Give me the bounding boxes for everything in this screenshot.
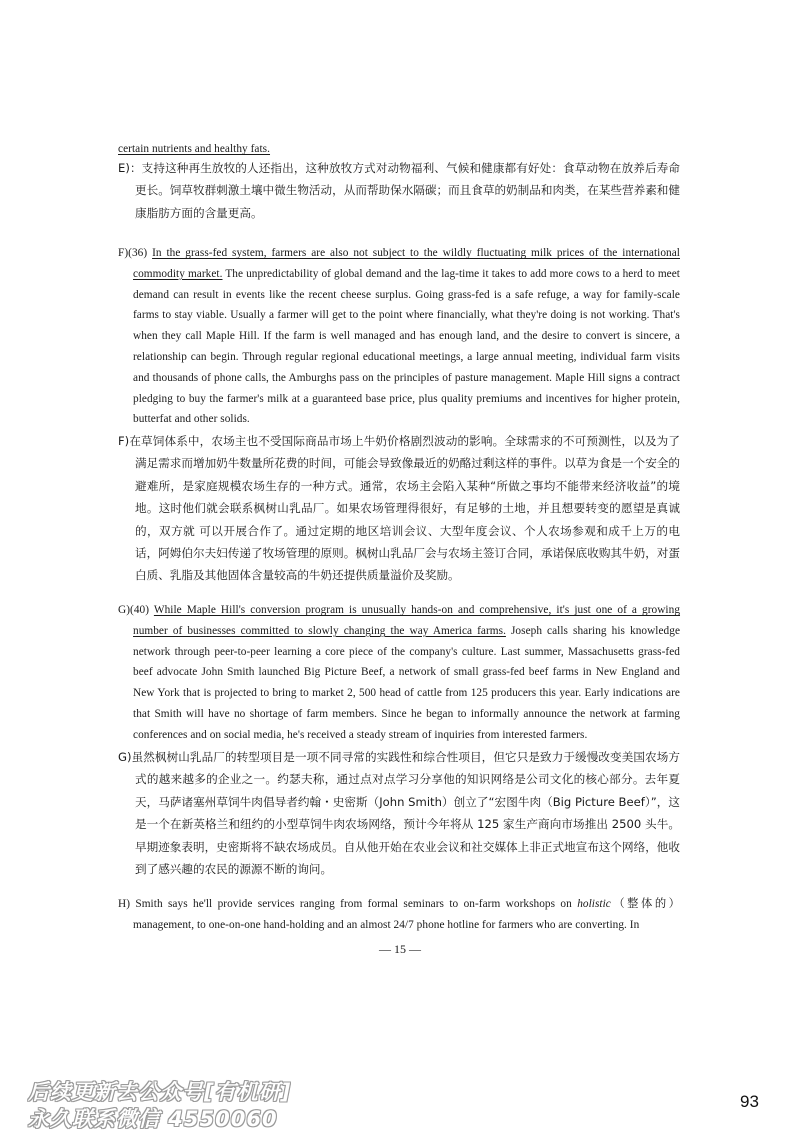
paragraph-g-underlined: While Maple Hill's conversion program is unusually hands-on and comprehensive, it's just one of a growing number of businesses committed to slowly changing the way America farms. (133, 604, 681, 637)
paragraph-e-zh (118, 157, 680, 224)
corner-page-number: 93 (740, 1092, 759, 1111)
paragraph-f-underlined: In the grass-fed system, farmers are also not subject to the wildly fluctuating milk prices of the international commodity market. (133, 247, 680, 280)
paragraph-h-label: H) (118, 898, 131, 910)
paragraph-g-label: G)(40) (118, 604, 150, 616)
paragraph-h-en (118, 894, 680, 936)
watermark-line-2: 永久联系微信 4550060 (28, 1107, 278, 1131)
paragraph-f-zh-text: F)在草饲体系中，农场主也不受国际商品市场上牛奶价格剧烈波动的影响。全球需求的不可预测性，以及为了满足需求而增加奶牛数量所花费的时间，可能会导致像最近的奶酪过剩这样的事件。以草为食是一个安全的避难所，是家庭规模农场生存的一种方式。通常，农场主会陷入某种“所做之事均不能带来经济收益”的境地。这时他们就会联系枫树山乳品厂。如果农场管理得很好，有足够的土地，并且想要转变的愿望是真诚的，双方就 可以开展合作了。通过定期的地区培训会议、大型年度会议、个人农场参观和成千上万的电话，阿姆伯尔夫妇传递了牧场管理的原则。枫树山乳品厂会与农场主签订合同，承诺保底收购其牛奶，对蛋白质、乳脂及其他固体含量较高的牛奶还提供质量溢价及奖励。 (118, 434, 680, 583)
paragraph-h-text-after: management, to one-on-one hand-holding and an almost 24/7 phone hotline for farmers who are converting. In (133, 918, 640, 931)
paragraph-h-text-before: Smith says he'll provide services ranging from formal seminars to on-farm workshops on (135, 898, 578, 910)
paragraph-g-body: Joseph calls sharing his knowledge network through peer-to-peer learning a core piece of the company's culture. Last summer, Massachusetts grass-fed beef advocate John Smith launched Big Picture Beef, a network of small grass-fed beef farms in New England and New York that is projected to bring to market 2, 500 head of cattle from 125 producers this year. Early indications are that Smith will have no shortage of farm members. Since he began to informally announce the network at farming conferences and on social media, he's received a steady stream of inquiries from interested farmers. (133, 624, 681, 741)
paragraph-g-zh (118, 746, 680, 880)
top-fragment-text: certain nutrients and healthy fats. (118, 143, 271, 155)
paragraph-h-italic-term: holistic (577, 898, 611, 910)
paragraph-f-en (118, 243, 680, 430)
page-number: — 15 — (379, 942, 421, 956)
paragraph-f-body: The unpredictability of global demand and the lag-time it takes to add more cows to a herd to meet demand can result in events like the recent cheese surplus. Going grass-fed is a safe refuge, a way for family-scale farms to stay viable. Usually a farmer will get to the point where financially, what they're doing is not working. That's when they call Maple Hill. If the farm is well managed and has enough land, and the desire to convert is sincere, a relationship can begin. Through regular regional educational meetings, a large annual meeting, individual farm visits and thousands of phone calls, the Amburghs pass on the principles of pasture management. Maple Hill signs a contract pledging to buy the farmer's milk at a guaranteed base price, plus quality premiums and incentives for higher protein, butterfat and other solids. (133, 267, 680, 426)
paragraph-g-zh-text: G)虽然枫树山乳品厂的转型项目是一项不同寻常的实践性和综合性项目，但它只是致力于缓慢改变美国农场方式的越来越多的企业之一。约瑟夫称，通过点对点学习分享他的知识网络是公司文化的核心部分。去年夏天，马萨诸塞州草饲牛肉倡导者约翰・史密斯（John Smith）创立了“宏图牛肉（Big Picture Beef）”，这是一个在新英格兰和纽约的小型草饲牛肉农场网络，预计今年将从 125 家生产商向市场推出 2500 头牛。早期迹象表明，史密斯将不缺农场成员。自从他开始在农业会议和社交媒体上非正式地宣布这个网络，他收到了感兴趣的农民的源源不断的询问。 (118, 750, 680, 877)
paragraph-f-zh (118, 430, 680, 587)
paragraph-f-label: F)(36) (118, 247, 148, 259)
paragraph-g-en (118, 600, 680, 746)
watermark-line-1: 后续更新去公众号[有机研] (28, 1080, 292, 1104)
paragraph-h-gloss: （整体的） (610, 898, 680, 910)
paragraph-e-zh-text: E)：支持这种再生放牧的人还指出，这种放牧方式对动物福利、气候和健康都有好处：食草动物在放养后寿命更长。饲草牧群刺激土壤中微生物活动，从而帮助保水隔碳；而且食草的奶制品和肉类，在某些营养素和健康脂肪方面的含量更高。 (118, 161, 680, 220)
